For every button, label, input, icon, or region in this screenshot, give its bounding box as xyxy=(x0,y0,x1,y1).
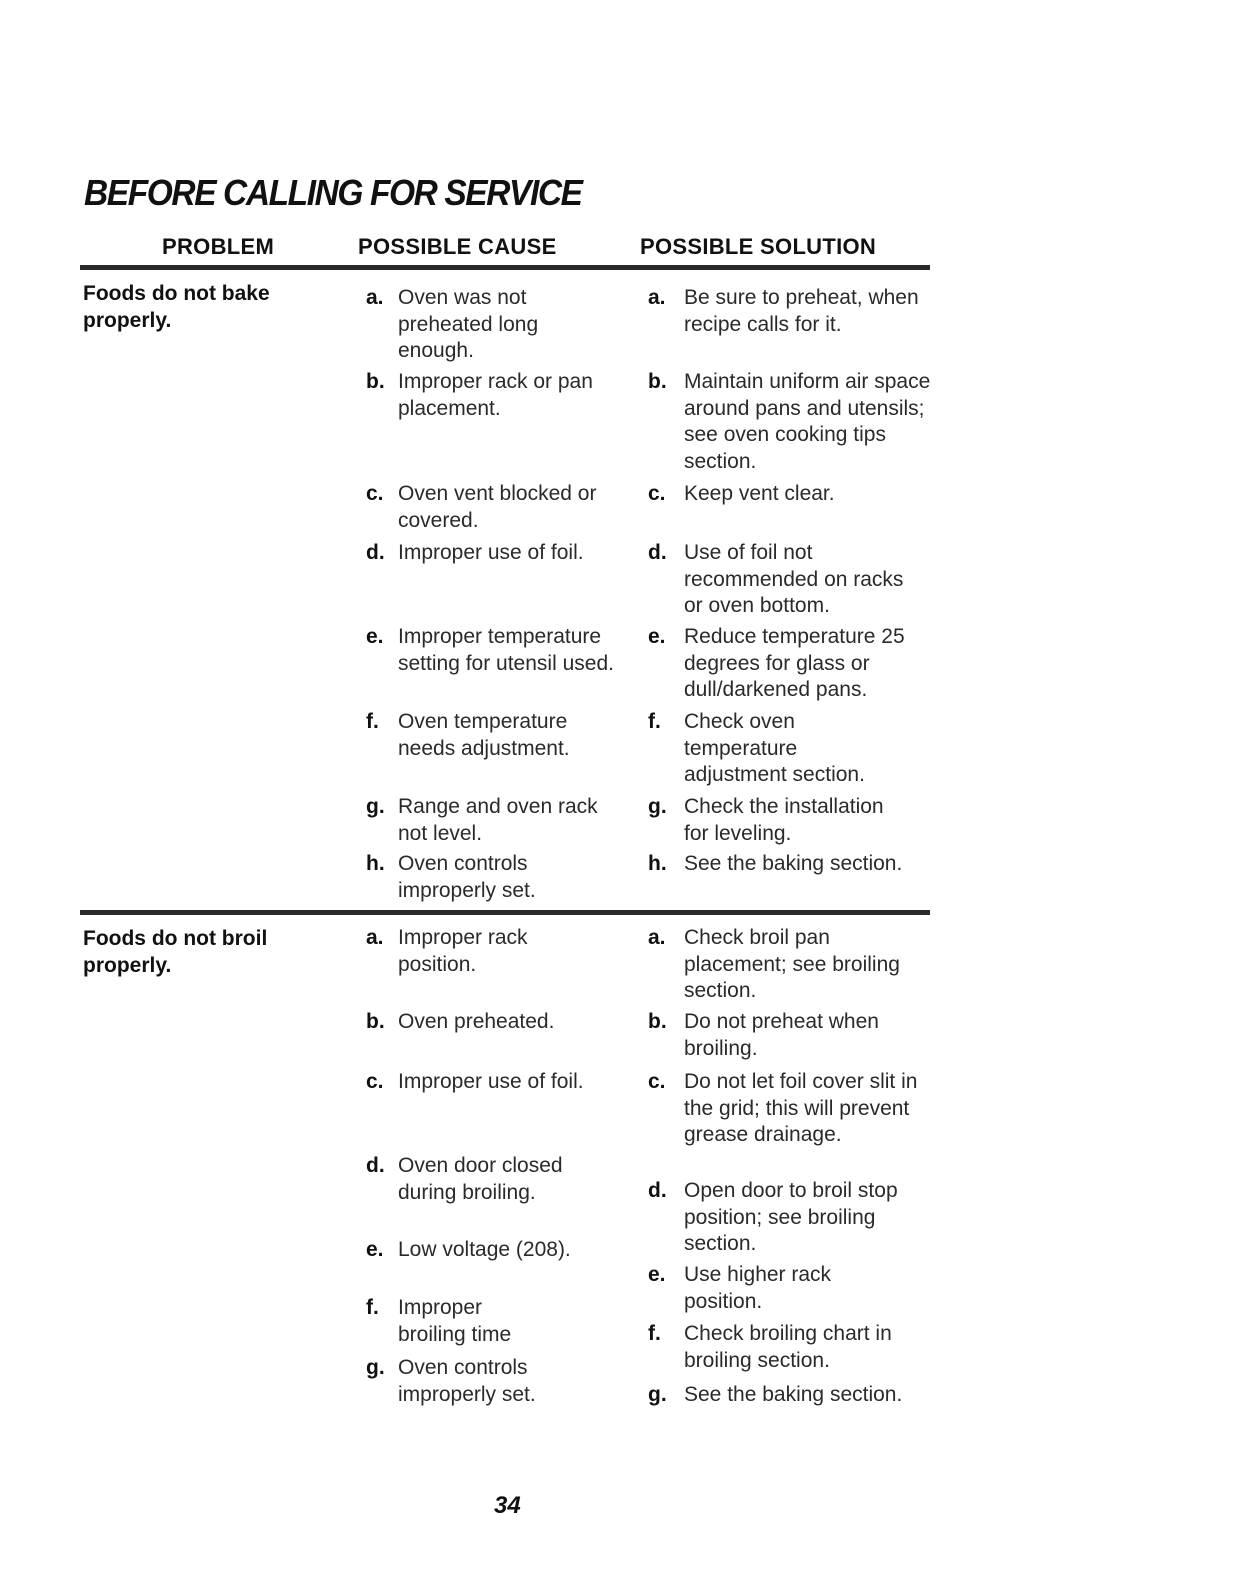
cause-item xyxy=(366,1237,628,1264)
item-letter: c. xyxy=(648,1070,666,1093)
solution-item xyxy=(648,851,944,878)
item-text: Use higher rack position. xyxy=(684,1263,832,1313)
solution-item xyxy=(648,285,944,338)
item-text: Use of foil not recommended on racks or oven bottom. xyxy=(684,541,904,617)
item-letter: b. xyxy=(366,370,385,393)
item-text: Check broiling chart in broiling section. xyxy=(684,1322,892,1372)
item-text: Oven was not preheated long enough. xyxy=(398,286,539,362)
header-divider xyxy=(80,265,930,270)
item-letter: e. xyxy=(366,1238,384,1261)
item-letter: d. xyxy=(366,541,385,564)
cause-item xyxy=(366,794,628,847)
item-text: Oven preheated. xyxy=(398,1010,555,1033)
item-letter: f. xyxy=(648,710,661,733)
problem-broil xyxy=(83,925,267,979)
item-text: Improper broiling time xyxy=(398,1296,512,1346)
item-letter: e. xyxy=(648,1263,666,1286)
problem-line: properly. xyxy=(83,954,172,977)
solution-item xyxy=(648,1382,944,1409)
cause-item xyxy=(366,709,598,762)
solution-item xyxy=(648,624,924,704)
page-title: BEFORE CALLING FOR SERVICE xyxy=(84,172,582,213)
item-text: Keep vent clear. xyxy=(684,482,835,505)
cause-item xyxy=(366,925,568,978)
item-text: Oven controls improperly set. xyxy=(398,1356,536,1406)
cause-item xyxy=(366,1069,628,1096)
item-text: Open door to broil stop position; see broiling section. xyxy=(684,1179,898,1255)
item-text: Be sure to preheat, when recipe calls for it. xyxy=(684,286,919,336)
item-text: See the baking section. xyxy=(684,1383,903,1406)
solution-item xyxy=(648,369,944,475)
item-text: Improper rack or pan placement. xyxy=(398,370,593,420)
column-header-solution: POSSIBLE SOLUTION xyxy=(640,234,877,259)
item-text: Do not let foil cover slit in the grid; this will prevent grease drainage. xyxy=(684,1070,918,1146)
solution-item xyxy=(648,1069,919,1149)
item-text: Low voltage (208). xyxy=(398,1238,571,1261)
item-letter: d. xyxy=(648,1179,667,1202)
cause-item xyxy=(366,369,628,422)
item-text: Oven controls improperly set. xyxy=(398,852,536,902)
column-header-problem: PROBLEM xyxy=(162,234,275,259)
problem-line: Foods do not broil xyxy=(83,927,268,950)
column-header-cause: POSSIBLE CAUSE xyxy=(358,234,557,259)
item-text: Oven temperature needs adjustment. xyxy=(398,710,570,760)
item-letter: f. xyxy=(366,1296,379,1319)
solution-item xyxy=(648,709,884,789)
problem-line: properly. xyxy=(83,309,172,332)
item-letter: b. xyxy=(648,1010,667,1033)
item-letter: g. xyxy=(648,1383,667,1406)
solution-item xyxy=(648,925,934,1005)
item-letter: h. xyxy=(366,852,385,875)
item-letter: c. xyxy=(648,482,666,505)
cause-item xyxy=(366,1295,538,1348)
item-letter: a. xyxy=(648,926,666,949)
item-text: Oven door closed during broiling. xyxy=(398,1154,563,1204)
solution-item xyxy=(648,1009,909,1062)
item-letter: c. xyxy=(366,1070,384,1093)
problem-line: Foods do not bake xyxy=(83,282,270,305)
item-letter: f. xyxy=(366,710,379,733)
item-text: Reduce temperature 25 degrees for glass or dull/darkened pans. xyxy=(684,625,905,701)
item-letter: a. xyxy=(366,926,384,949)
cause-item xyxy=(366,1153,588,1206)
item-letter: h. xyxy=(648,852,667,875)
solution-item xyxy=(648,794,904,847)
item-text: Check broil pan placement; see broiling section. xyxy=(684,926,900,1002)
item-text: Check oven temperature adjustment section. xyxy=(684,710,865,786)
item-letter: a. xyxy=(366,286,384,309)
cause-item xyxy=(366,285,588,365)
problem-bake xyxy=(83,280,270,334)
item-text: Improper rack position. xyxy=(398,926,528,976)
solution-item xyxy=(648,1178,924,1258)
solution-item xyxy=(648,481,944,508)
solution-item xyxy=(648,540,909,620)
cause-item xyxy=(366,481,628,534)
cause-item xyxy=(366,1355,568,1408)
item-text: Improper temperature setting for utensil used. xyxy=(398,625,614,675)
item-text: See the baking section. xyxy=(684,852,903,875)
item-letter: d. xyxy=(366,1154,385,1177)
item-letter: d. xyxy=(648,541,667,564)
solution-item xyxy=(648,1262,884,1315)
cause-item xyxy=(366,851,568,904)
cause-item xyxy=(366,624,628,677)
item-text: Range and oven rack not level. xyxy=(398,795,598,845)
item-letter: g. xyxy=(366,795,385,818)
item-letter: b. xyxy=(648,370,667,393)
cause-item xyxy=(366,540,628,567)
section-divider xyxy=(80,910,930,915)
item-letter: b. xyxy=(366,1010,385,1033)
item-letter: e. xyxy=(648,625,666,648)
item-letter: e. xyxy=(366,625,384,648)
item-letter: g. xyxy=(648,795,667,818)
item-text: Oven vent blocked or covered. xyxy=(398,482,597,532)
solution-item xyxy=(648,1321,924,1374)
item-letter: c. xyxy=(366,482,384,505)
page-number: 34 xyxy=(494,1492,521,1519)
item-letter: a. xyxy=(648,286,666,309)
cause-item xyxy=(366,1009,628,1036)
item-text: Maintain uniform air space around pans and utensils; see oven cooking tips section. xyxy=(684,370,931,473)
item-text: Check the installation for leveling. xyxy=(684,795,884,845)
item-letter: f. xyxy=(648,1322,661,1345)
item-letter: g. xyxy=(366,1356,385,1379)
item-text: Improper use of foil. xyxy=(398,541,584,564)
item-text: Do not preheat when broiling. xyxy=(684,1010,879,1060)
item-text: Improper use of foil. xyxy=(398,1070,584,1093)
